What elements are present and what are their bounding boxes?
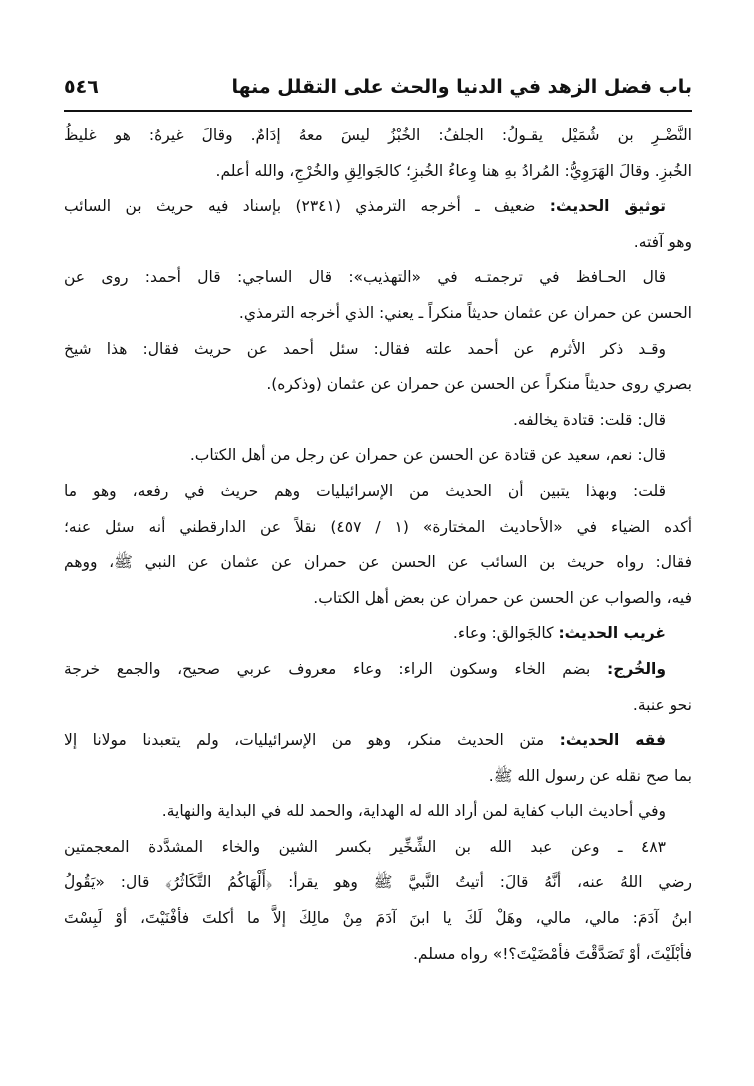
text-line: ٤٨٣ ـ وعن عبد الله بن الشِّخِّير بكسر الشين والخاء المشدَّدة المعجمتين [64,837,666,856]
text-line: وقـد ذكر الأثرم عن أحمد علته فقال: سئل أحمد عن حريث فقال: هذا شيخ [64,339,666,358]
text-line: وفي أحاديث الباب كفاية لمن أراد الله له الهداية، والحمد لله في البداية والنهاية. [161,802,666,821]
text-line [64,189,692,225]
text-span: ضعيف ـ أخرجه الترمذي (٢٣٤١) بإسناد فيه حريث بن السائب [64,197,550,216]
text-line: ابنُ آدَمَ: مالي، مالي، وهَلْ لَكَ يا ابنَ آدَمَ مِنْ مالِكَ إلاَّ ما أكلتَ فأفْنَيْتَ، أوْ لَبِسْتَ [64,909,692,928]
page-number: ٥٤٦ [64,76,99,98]
text-line: فأبْلَيْتَ، أوْ تَصَدَّقْتَ فأمْضَيْتَ؟!» رواه مسلم. [412,944,692,963]
text-line: بصري روى حديثاً منكراً عن الحسن عن حمران عن عثمان (وذكره). [266,375,692,394]
chapter-title: باب فضل الزهد في الدنيا والحث على التقلل منها [231,76,692,98]
text-line: وهو آفته. [633,232,692,251]
text-line [64,652,692,688]
text-line: النَّضْـرِ بن شُمَيْل يقـولُ: الجلفُ: الخُبْزُ ليسَ معهُ إدَامٌ. وقالَ غيرهُ: هو غليظُ [64,126,692,144]
text-line: قلت: وبهذا يتبين أن الحديث من الإسرائيليات وهم حريث في رفعه، وهو ما [64,481,666,500]
section-label: فقه الحديث: [559,731,666,750]
text-line: الحسن عن حمران عن عثمان حديثاً منكراً ـ يعني: الذي أخرجه الترمذي. [238,303,692,322]
text-line: الخُبزِ. وقالَ الهَرَوِيُّ: المُرادُ بهِ هنا وِعاءُ الخُبزِ؛ كالجَوالِقِ والخُرْجِ، والله أعلم. [215,161,692,180]
text-line [64,616,692,652]
text-line: فيه، والصواب عن الحسن عن حمران عن بعض أهل الكتاب. [313,588,692,607]
text-line: قال: قلت: قتادة يخالفه. [512,410,666,429]
section-label: والخُرج: [607,659,666,678]
text-line [64,723,692,759]
running-header [64,72,692,106]
text-line: بما صح نقله عن رسول الله ﷺ. [488,766,692,785]
text-span: كالجَوالق: وعاء. [452,624,559,643]
section-label: توثيق الحديث: [549,197,666,216]
header-rule [64,110,692,112]
text-line: قال الحـافظ في ترجمتـه في «التهذيب»: قال الساجي: قال أحمد: روى عن [64,268,666,287]
text-line: قال: نعم، سعيد عن قتادة عن الحسن عن حمران عن رجل من أهل الكتاب. [189,446,666,465]
text-line: نحو عنبة. [632,695,692,714]
page-body [64,118,692,972]
text-line: فقال: رواه حريث بن السائب عن الحسن عن حمران عن عثمان عن النبي ﷺ، ووهم [64,553,692,572]
text-span: متن الحديث منكر، وهو من الإسرائيليات، ولم يتعبدنا مولانا إلا [64,731,560,750]
text-line: أكده الضياء في «الأحاديث المختارة» (١ / ٤٥٧) نقلاً عن الدارقطني أنه سئل عنه؛ [64,517,692,536]
section-label: غريب الحديث: [558,624,666,643]
text-line: رضي اللهُ عنه، أنَّهُ قالَ: أتيتُ النَّبيَّ ﷺ وهو يقرأ: ﴿أَلْهَاكُمُ التَّكَاثُرُ﴾ قال: «يَقُولُ [64,873,692,892]
text-span: بضم الخاء وسكون الراء: وعاء معروف عربي صحيح، والجمع خرجة [64,659,608,678]
